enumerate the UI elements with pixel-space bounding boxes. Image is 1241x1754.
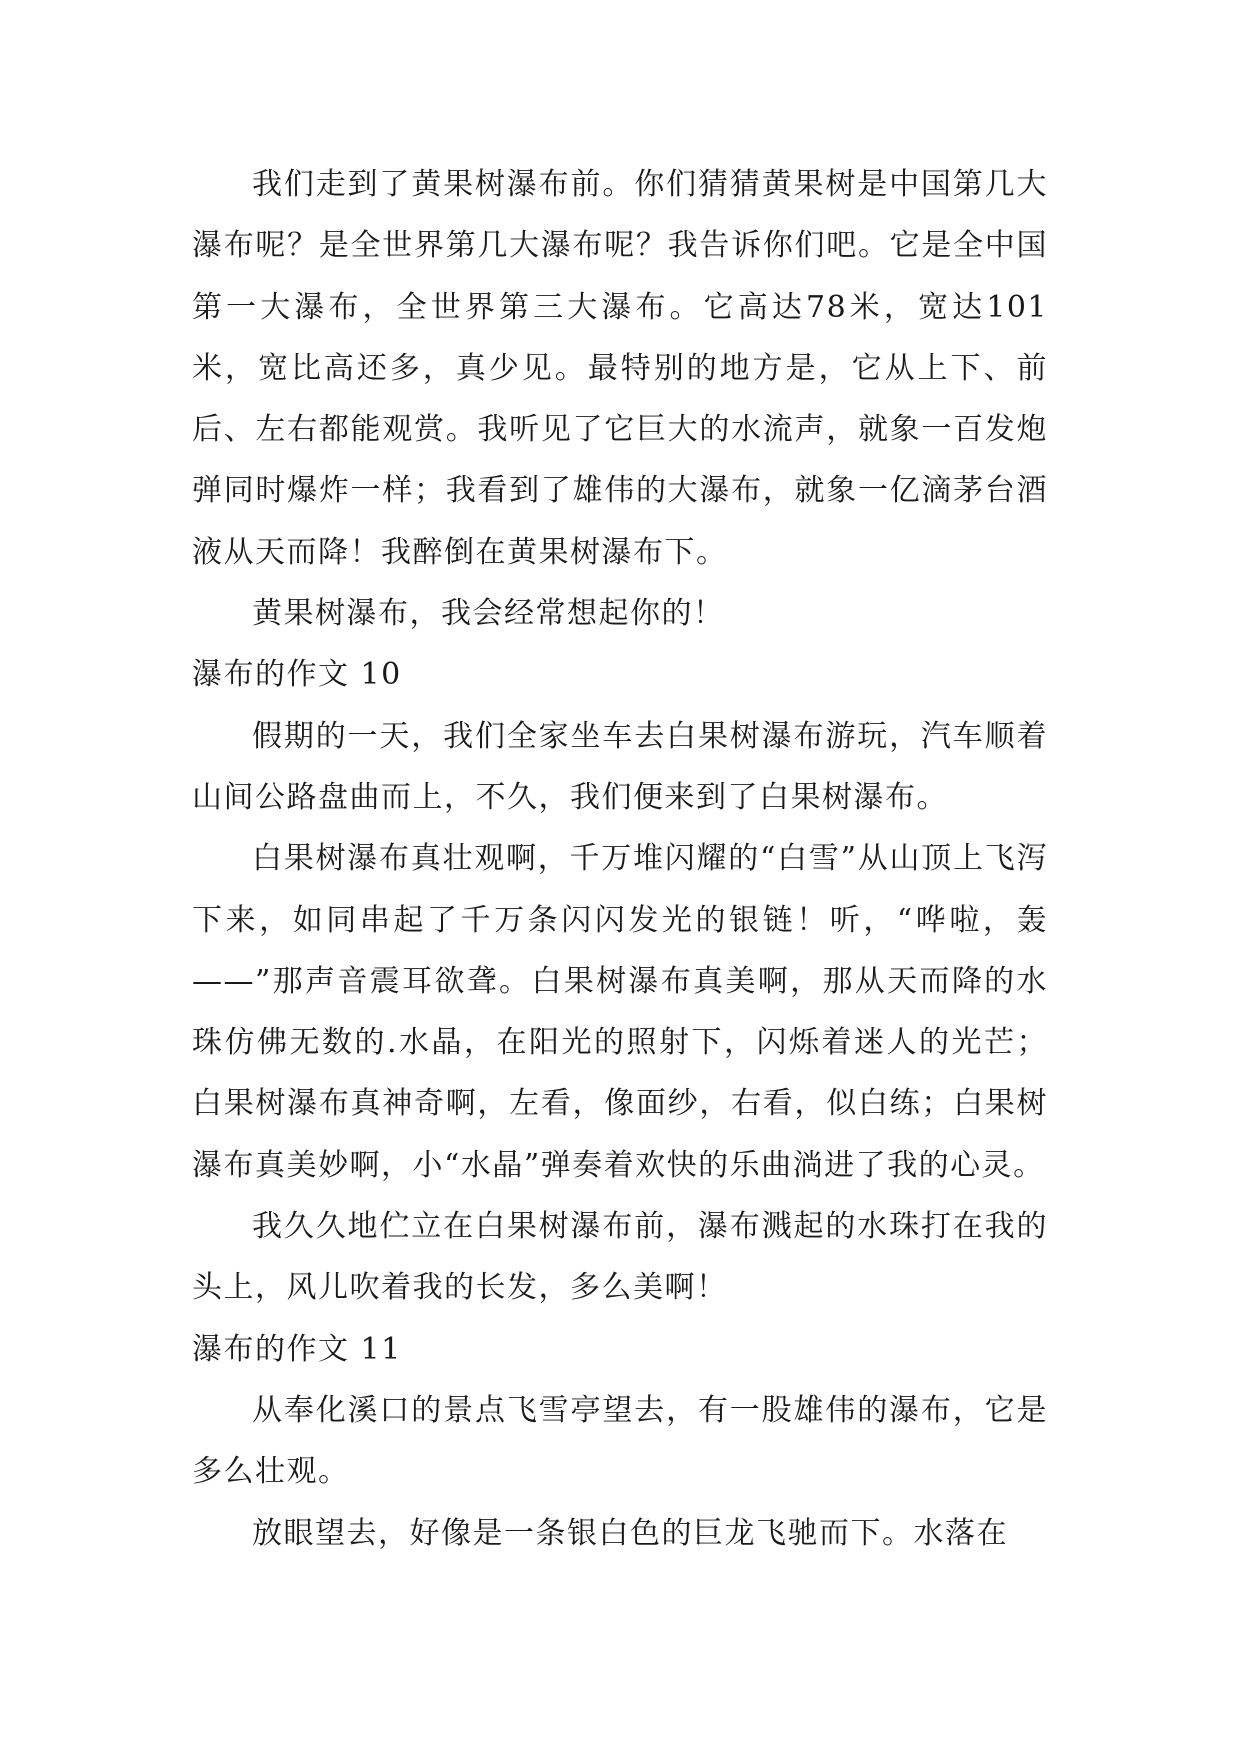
paragraph: 黄果树瀑布，我会经常想起你的！ xyxy=(252,596,725,632)
section-heading: 瀑布的作文 10 xyxy=(192,657,402,693)
paragraph: 假期的一天，我们全家坐车去白果树瀑布游玩，汽车顺着山间公路盘曲而上，不久，我们便来到了白果树瀑布。 xyxy=(192,718,1048,815)
document-body xyxy=(192,154,1048,1564)
paragraph: 我们走到了黄果树瀑布前。你们猜猜黄果树是中国第几大瀑布呢？是全世界第几大瀑布呢？我告诉你们吧。它是全中国第一大瀑布，全世界第三大瀑布。它高达78米，宽达101米，宽比高还多，真少见。最特别的地方是，它从上下、前后、左右都能观赏。我听见了它巨大的水流声，就象一百发炮弹同时爆炸一样；我看到了雄伟的大瀑布，就象一亿滴茅台酒液从天而降！我醉倒在黄果树瀑布下。 xyxy=(192,167,1048,570)
paragraph: 白果树瀑布真壮观啊，千万堆闪耀的“白雪”从山顶上飞泻下来，如同串起了千万条闪闪发光的银链！听，“哗啦，轰——”那声音震耳欲聋。白果树瀑布真美啊，那从天而降的水珠仿佛无数的.水晶，在阳光的照射下，闪烁着迷人的光芒；白果树瀑布真神奇啊，左看，像面纱，右看，似白练；白果树瀑布真美妙啊，小“水晶”弹奏着欢快的乐曲淌进了我的心灵。 xyxy=(192,841,1048,1183)
paragraph: 从奉化溪口的景点飞雪亭望去，有一股雄伟的瀑布，它是多么壮观。 xyxy=(192,1392,1048,1490)
section-heading: 瀑布的作文 11 xyxy=(192,1331,402,1367)
paragraph: 我久久地伫立在白果树瀑布前，瀑布溅起的水珠打在我的头上，风儿吹着我的长发，多么美啊！ xyxy=(192,1209,1048,1306)
paragraph: 放眼望去，好像是一条银白色的巨龙飞驰而下。水落在 xyxy=(252,1515,1008,1551)
